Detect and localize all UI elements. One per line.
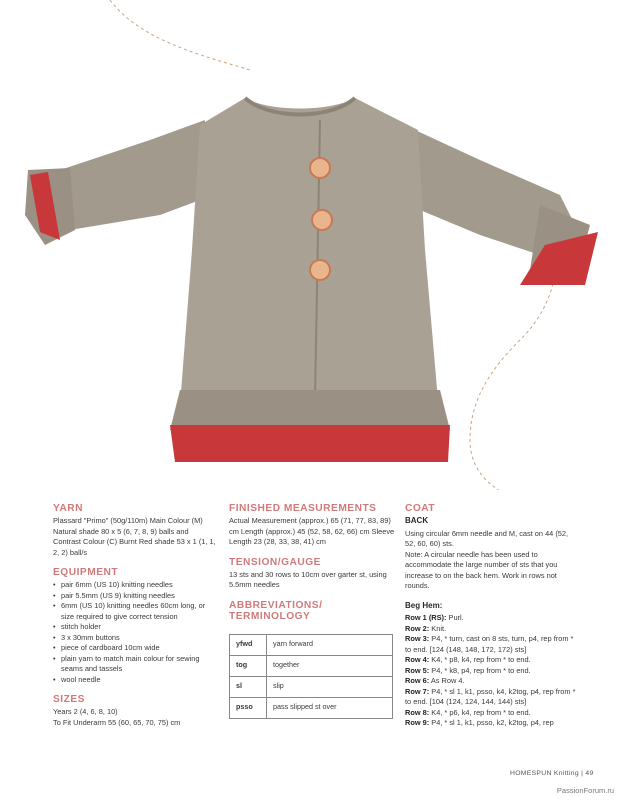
equipment-item: • piece of cardboard 10cm wide (53, 643, 218, 654)
abbr-key: psso (230, 697, 267, 718)
row-label: Row 9: (405, 718, 430, 727)
row-text: As Row 4. (429, 676, 465, 685)
table-row (230, 655, 393, 676)
row-label: Row 1 (RS): (405, 613, 447, 622)
abbr-value: pass slipped st over (267, 697, 393, 718)
pattern-row (405, 687, 580, 708)
row-label: Row 5: (405, 665, 430, 675)
hem-heading: Beg Hem: (405, 600, 443, 610)
equipment-item: • 3 x 30mm buttons (53, 633, 218, 644)
row-label: Row 4: (405, 655, 430, 664)
equipment-heading: EQUIPMENT (53, 567, 119, 578)
pattern-row (405, 655, 580, 666)
coat-note: Note: A circular needle has been used to accommodate the large number of sts that you increase to on the back hem. Work in rows not rounds. (405, 549, 558, 590)
abbr-value: slip (267, 676, 393, 697)
yarn-text: Plassard "Primo" (50g/110m) Main Colour (M) Natural shade 80 x 5 (6, 7, 8, 9) balls and Contrast Colour (C) Burnt Red shade 53 x 1 (1, 1, 2, 2) ball/s (53, 516, 216, 557)
table-row (230, 676, 393, 697)
pattern-row (405, 624, 580, 635)
row-text: K4, * p6, k4, rep from * to end. (429, 707, 531, 717)
row-label: Row 6: (405, 676, 430, 685)
column-right (405, 503, 580, 729)
pattern-row (405, 634, 580, 655)
row-label: Row 3: (405, 634, 430, 643)
abbr-key: sl (230, 676, 267, 697)
row-text: P4, * sl 1, k1, psso, k2, k2tog, p4, rep (429, 718, 554, 727)
row-label: Row 7: (405, 686, 430, 696)
equipment-item: • 6mm (US 10) knitting needles 60cm long, or size required to give correct tension (53, 601, 218, 622)
row-label: Row 2: (405, 623, 430, 633)
equipment-list (53, 580, 218, 685)
abbr-key: tog (230, 655, 267, 676)
pattern-row (405, 666, 580, 677)
equipment-item: • plain yarn to match main colour for sewing seams and tassels (53, 654, 218, 675)
abbr-value: yarn forward (267, 634, 393, 655)
yarn-heading: YARN (53, 503, 83, 514)
equipment-item: • pair 5.5mm (US 9) knitting needles (53, 591, 218, 602)
pattern-row (405, 613, 580, 624)
equipment-item: • wool needle (53, 675, 218, 686)
measurements-heading: FINISHED MEASUREMENTS (229, 503, 377, 514)
column-middle (229, 503, 399, 719)
equipment-item: • pair 6mm (US 10) knitting needles (53, 580, 218, 591)
coat-intro: Using circular 6mm needle and M, cast on 44 (52, 52, 60, 60) sts. (405, 528, 569, 548)
table-row (230, 634, 393, 655)
sizes-line: To Fit Underarm 55 (60, 65, 70, 75) cm (53, 717, 181, 727)
coat-heading: COAT (405, 503, 436, 514)
row-text: P4, * sl 1, k1, psso, k4, k2tog, p4, rep from * to end. [104 (124, 124, 144, 144) sts] (405, 686, 576, 706)
abbr-key: yfwd (230, 634, 267, 655)
table-row (230, 697, 393, 718)
watermark: PassionForum.ru (556, 786, 614, 795)
abbreviations-heading: ABBREVIATIONS/ TERMINOLOGY (229, 599, 323, 622)
abbr-value: together (267, 655, 393, 676)
tension-heading: TENSION/GAUGE (229, 556, 321, 568)
tension-text: 13 sts and 30 rows to 10cm over garter st, using 5.5mm needles (229, 569, 387, 589)
row-text: P4, * k8, p4, rep from * to end. (429, 665, 531, 675)
pattern-row (405, 708, 580, 719)
sizes-line: Years 2 (4, 6, 8, 10) (53, 707, 118, 716)
pattern-row (405, 718, 580, 729)
back-subheading: BACK (405, 516, 429, 525)
pattern-row (405, 676, 580, 687)
column-left (53, 503, 218, 728)
sizes-heading: SIZES (53, 694, 85, 705)
equipment-item: • stitch holder (53, 622, 218, 633)
row-text: K4, * p8, k4, rep from * to end. (429, 655, 531, 664)
abbreviations-table (229, 634, 393, 719)
page-footer: HOMESPUN Knitting | 49 (510, 770, 594, 777)
row-text: Purl. (446, 613, 464, 622)
row-text: P4, * turn, cast on 8 sts, turn, p4, rep from * to end. [124 (148, 148, 172, 172) sts] (405, 634, 574, 654)
measurements-text: Actual Measurement (approx.) 65 (71, 77, 83, 89) cm Length (approx.) 45 (52, 58, 62, 66) cm Sleeve Length 23 (28, 33, 38, 41) cm (229, 516, 395, 546)
row-label: Row 8: (405, 707, 430, 717)
row-text: Knit. (429, 623, 447, 633)
